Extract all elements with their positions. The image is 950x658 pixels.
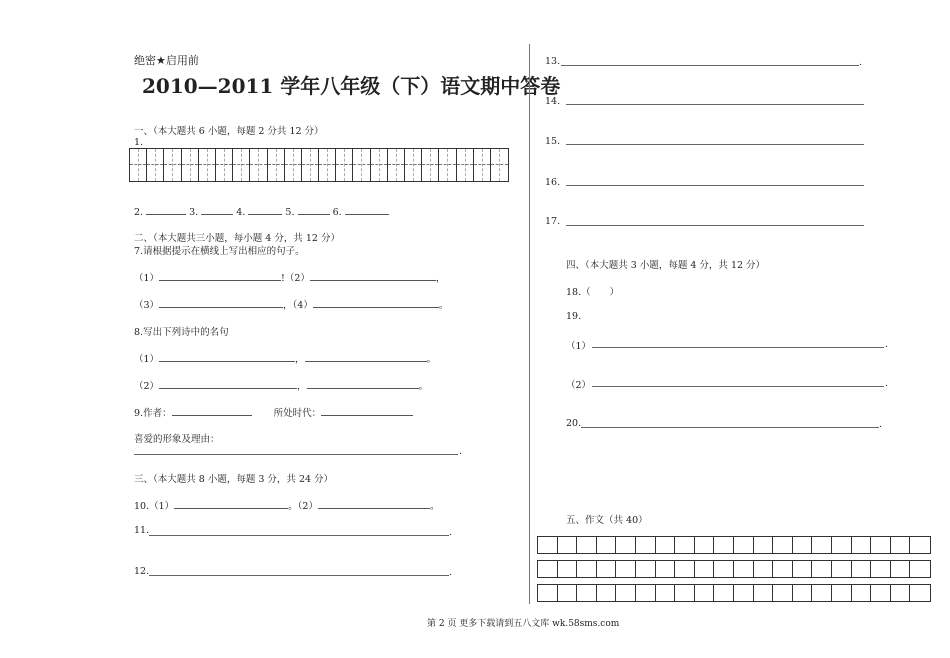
- q19-2-label: （2）: [566, 380, 592, 391]
- q14-label: 14.: [545, 96, 561, 107]
- q8-2a-answer[interactable]: [159, 378, 297, 389]
- q19-1-end: .: [885, 339, 889, 350]
- column-divider: [529, 44, 530, 604]
- q8-2-end: 。: [418, 381, 429, 392]
- q13-answer[interactable]: [561, 65, 859, 66]
- q9-row: [134, 405, 413, 419]
- q1-character-grid[interactable]: [129, 148, 509, 182]
- essay-grid-row-3[interactable]: [537, 584, 931, 602]
- q10-row: [134, 498, 439, 512]
- q7-row2-end: 。: [438, 300, 449, 311]
- q7-prompt: 7.请根据提示在横线上写出相应的句子。: [134, 246, 305, 257]
- q8-row2: [134, 378, 428, 392]
- secret-label: 绝密★启用前: [134, 54, 199, 67]
- q20-answer[interactable]: [581, 427, 879, 428]
- q10-2-answer[interactable]: [318, 498, 430, 509]
- q7-row2: [134, 297, 448, 311]
- q7-1-answer[interactable]: [159, 270, 281, 281]
- q8-row1: [134, 351, 436, 365]
- q4-answer-line[interactable]: [248, 204, 282, 215]
- section4-heading: 四、（本大题共 3 小题，每题 4 分，共 12 分）: [566, 260, 766, 271]
- q7-4-answer[interactable]: [313, 297, 439, 308]
- section2-heading: 二、（本大题共三小题，每小题 4 分，共 12 分）: [134, 233, 340, 244]
- page-footer: 第 2 页 更多下载请到五八文库 wk.58sms.com: [427, 619, 620, 629]
- q2-6-row: [134, 204, 389, 218]
- q10-end: 。: [429, 501, 440, 512]
- q7-3-answer[interactable]: [159, 297, 283, 308]
- q5-answer-line[interactable]: [298, 204, 330, 215]
- q7-1-label: （1）: [134, 273, 160, 284]
- q13-label: 13.: [545, 56, 561, 67]
- q1-label: 1.: [134, 137, 144, 148]
- q7-row1: [134, 270, 445, 284]
- q9-era-answer[interactable]: [321, 405, 413, 416]
- q16-answer[interactable]: [566, 185, 864, 186]
- q11-answer[interactable]: [149, 535, 449, 536]
- page-title: 2010—2011 学年八年级（下）语文期中答卷: [142, 74, 561, 98]
- q19-1-answer[interactable]: [592, 347, 884, 348]
- q20-end: .: [879, 419, 883, 430]
- q7-4-label: ，（4）: [283, 300, 313, 311]
- q7-2-label: !（2）: [281, 273, 310, 284]
- q10-2-label: 。（2）: [288, 501, 318, 512]
- q8-1a-answer[interactable]: [159, 351, 295, 362]
- q8-2-label: （2）: [134, 381, 160, 392]
- q19-1-label: （1）: [566, 341, 592, 352]
- q9-era-label: 所处时代：: [273, 408, 322, 419]
- q20-label: 20.: [566, 418, 582, 429]
- q4-label: 4.: [236, 207, 246, 218]
- section3-heading: 三、（本大题共 8 小题，每题 3 分，共 24 分）: [134, 474, 334, 485]
- q3-label: 3.: [189, 207, 199, 218]
- q3-answer-line[interactable]: [201, 204, 233, 215]
- q17-label: 17.: [545, 216, 561, 227]
- q9-author-answer[interactable]: [172, 405, 252, 416]
- q17-answer[interactable]: [566, 225, 864, 226]
- q2-label: 2.: [134, 207, 144, 218]
- section5-heading: 五、作文（共 40）: [566, 515, 648, 526]
- q15-label: 15.: [545, 136, 561, 147]
- q6-label: 6.: [332, 207, 342, 218]
- q8-1-end: 。: [426, 354, 437, 365]
- q9-author-label: 9.作者：: [134, 408, 172, 419]
- q8-prompt: 8.写出下列诗中的名句: [134, 327, 229, 338]
- q7-3-label: （3）: [134, 300, 160, 311]
- q14-answer[interactable]: [566, 104, 864, 105]
- q8-1-mid: ，: [295, 354, 305, 365]
- q5-label: 5.: [285, 207, 295, 218]
- essay-grid-row-2[interactable]: [537, 560, 931, 578]
- essay-grid-row-1[interactable]: [537, 536, 931, 554]
- q10-1-label: 10.（1）: [134, 501, 175, 512]
- q13-end: .: [859, 57, 863, 68]
- q19-2-end: .: [885, 378, 889, 389]
- q8-1-label: （1）: [134, 354, 160, 365]
- q11-label: 11.: [134, 525, 150, 536]
- q7-row1-end: ，: [435, 273, 446, 284]
- q7-2-answer[interactable]: [310, 270, 436, 281]
- q9-end: .: [459, 446, 463, 457]
- q6-answer-line[interactable]: [345, 204, 389, 215]
- q2-answer-line[interactable]: [146, 204, 186, 215]
- q9-image-answer[interactable]: [134, 454, 458, 455]
- q19-label: 19.: [566, 311, 582, 322]
- q12-answer[interactable]: [149, 575, 449, 576]
- section1-heading: 一、（本大题共 6 小题，每题 2 分共 12 分）: [134, 126, 324, 137]
- q12-label: 12.: [134, 566, 150, 577]
- q10-1-answer[interactable]: [174, 498, 288, 509]
- q9-image-label: 喜爱的形象及理由：: [134, 434, 220, 445]
- q19-2-answer[interactable]: [592, 386, 884, 387]
- q15-answer[interactable]: [566, 144, 864, 145]
- q12-end: .: [449, 567, 453, 578]
- q16-label: 16.: [545, 177, 561, 188]
- q18-label[interactable]: 18.（ ）: [566, 287, 620, 298]
- q11-end: .: [449, 527, 453, 538]
- q8-2-mid: ，: [297, 381, 307, 392]
- q8-1b-answer[interactable]: [305, 351, 427, 362]
- q8-2b-answer[interactable]: [307, 378, 419, 389]
